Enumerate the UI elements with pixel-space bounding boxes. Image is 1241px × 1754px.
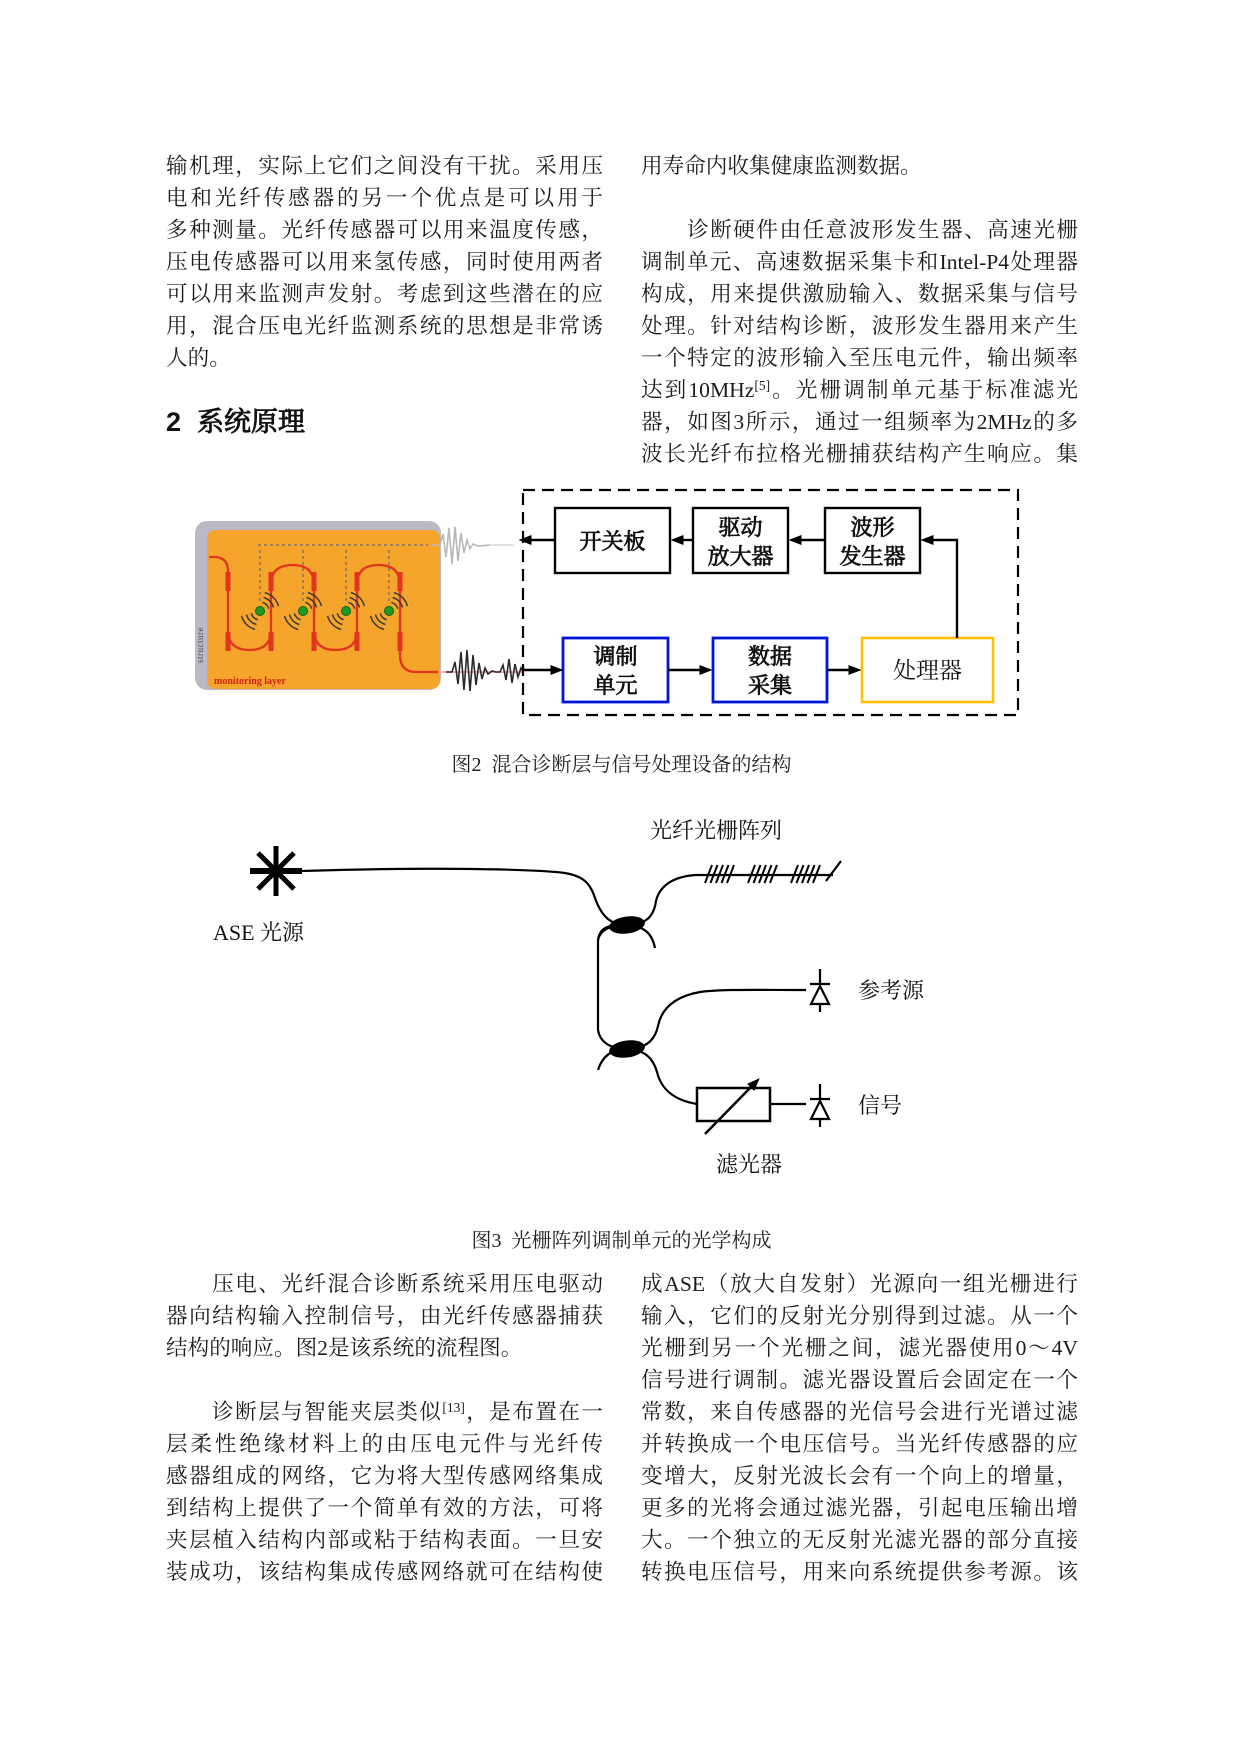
monitoring-layer-label: monitoring layer (214, 676, 286, 687)
text-line: 用寿命内收集健康监测数据。 (641, 154, 922, 178)
text-line: 结构的响应。图2是该系统的流程图。 (166, 1336, 523, 1360)
fiber-paths (302, 869, 806, 1104)
filter-label: 滤光器 (716, 1152, 783, 1177)
text-line: 波长光纤布拉格光栅捕获结构产生响应。集 (641, 442, 1078, 466)
text-line: 电和光纤传感器的另一个优点是可以用于 (166, 186, 603, 210)
fiber-coupler-icon (608, 914, 646, 936)
text-line: 处理。针对结构诊断，波形发生器用来产生 (641, 314, 1078, 338)
text-line: 用，混合压电光纤监测系统的思想是非常诱 (166, 314, 603, 338)
text-line: 可以用来监测声发射。考虑到这些潜在的应 (166, 282, 603, 306)
svg-text:放大器: 放大器 (707, 544, 774, 569)
text-line: 感器组成的网络，它为将大型传感网络集成 (166, 1464, 603, 1488)
text-line: 器，如图3所示，通过一组频率为2MHz的多 (641, 410, 1078, 434)
text-line: 达到10MHz[5]。光栅调制单元基于标准滤光 (641, 378, 1078, 402)
figure2-caption: 图2 混合诊断层与信号处理设备的结构 (451, 754, 792, 776)
text-line: 诊断层与智能夹层类似[13]，是布置在一 (166, 1400, 603, 1424)
bottom-right-column (641, 1268, 1078, 1588)
text-line: 并转换成一个电压信号。当光纤传感器的应 (641, 1432, 1078, 1456)
top-right-column (641, 150, 1078, 470)
bottom-left-column (166, 1268, 603, 1588)
response-wave-icon (440, 650, 523, 691)
waveform-generator-box (825, 508, 920, 573)
data-acquisition-box (713, 638, 827, 702)
structure-label: structure (195, 627, 205, 663)
citation-marker: [13] (442, 1400, 465, 1415)
text-line: 成ASE（放大自发射）光源向一组光栅进行 (641, 1272, 1078, 1296)
fiber-coupler-icon (608, 1038, 646, 1060)
svg-text:调制: 调制 (593, 644, 638, 669)
text-line: 转换电压信号，用来向系统提供参考源。该 (641, 1560, 1078, 1584)
excitation-wave-icon (432, 527, 514, 564)
switch-board-box (555, 508, 670, 573)
text-line: 构成，用来提供激励输入、数据采集与信号 (641, 282, 1078, 306)
text-line: 输入，它们的反射光分别得到过滤。从一个 (641, 1304, 1078, 1328)
text-line: 变增大，反射光波长会有一个向上的增量， (641, 1464, 1078, 1488)
fbg-array-icon (695, 861, 841, 883)
text-line: 调制单元、高速数据采集卡和Intel-P4处理器 (641, 250, 1078, 274)
ase-source-icon (250, 846, 302, 896)
text-line: 信号进行调制。滤光器设置后会固定在一个 (641, 1368, 1078, 1392)
citation-marker: [5] (754, 378, 771, 393)
text-line: 到结构上提供了一个简单有效的方法，可将 (166, 1496, 603, 1520)
drive-amplifier-box (693, 508, 788, 573)
text-line: 层柔性绝缘材料上的由压电元件与光纤传 (166, 1432, 603, 1456)
figure3-caption: 图3 光栅阵列调制单元的光学构成 (471, 1230, 772, 1252)
text-line: 夹层植入结构内部或粘于结构表面。一旦安 (166, 1528, 603, 1552)
svg-text:驱动: 驱动 (718, 515, 763, 540)
text-line: 更多的光将会通过滤光器，引起电压输出增 (641, 1496, 1078, 1520)
figure2-diagram (150, 455, 1080, 740)
text-line: 器向结构输入控制信号，由光纤传感器捕获 (166, 1304, 603, 1328)
svg-text:数据: 数据 (747, 644, 793, 669)
monitoring-layer-image (195, 521, 441, 690)
processor-box (862, 638, 993, 702)
section-number: 2 (166, 407, 182, 437)
reference-label: 参考源 (858, 978, 925, 1003)
blank-line (166, 1364, 603, 1396)
text-line: 压电传感器可以用来氢传感，同时使用两者 (166, 250, 603, 274)
text-line: 输机理，实际上它们之间没有干扰。采用压 (166, 154, 603, 178)
svg-text:处理器: 处理器 (893, 658, 962, 683)
signal-photodiode-icon (810, 1084, 830, 1127)
tunable-filter-icon (697, 1087, 806, 1134)
reference-photodiode-icon (810, 969, 830, 1012)
svg-text:开关板: 开关板 (579, 529, 646, 554)
svg-text:波形: 波形 (850, 515, 895, 540)
text-line: 光栅到另一个光栅之间，滤光器使用0～4V (641, 1336, 1078, 1360)
modulation-unit-box (563, 638, 668, 702)
text-line: 常数，来自传感器的光信号会进行光谱过滤 (641, 1400, 1078, 1424)
ase-source-label: ASE 光源 (213, 920, 305, 945)
text-line: 人的。 (166, 346, 231, 370)
text-line: 一个特定的波形输入至压电元件，输出频率 (641, 346, 1078, 370)
section-heading (166, 400, 305, 439)
blank-line (641, 182, 1078, 214)
svg-text:单元: 单元 (593, 673, 638, 698)
grating-array-label: 光纤光栅阵列 (650, 818, 783, 843)
svg-text:采集: 采集 (747, 673, 793, 698)
svg-text:发生器: 发生器 (839, 544, 906, 569)
text-line: 压电、光纤混合诊断系统采用压电驱动 (166, 1272, 603, 1296)
signal-label: 信号 (858, 1093, 903, 1118)
text-line: 诊断硬件由任意波形发生器、高速光栅 (641, 218, 1078, 242)
figure3-diagram (150, 800, 1080, 1195)
top-left-column (166, 150, 603, 374)
text-line: 多种测量。光纤传感器可以用来温度传感， (166, 218, 603, 242)
text-line: 大。一个独立的无反射光滤光器的部分直接 (641, 1528, 1078, 1552)
section-title: 系统原理 (197, 407, 306, 437)
text-line: 装成功，该结构集成传感网络就可在结构使 (166, 1560, 603, 1584)
